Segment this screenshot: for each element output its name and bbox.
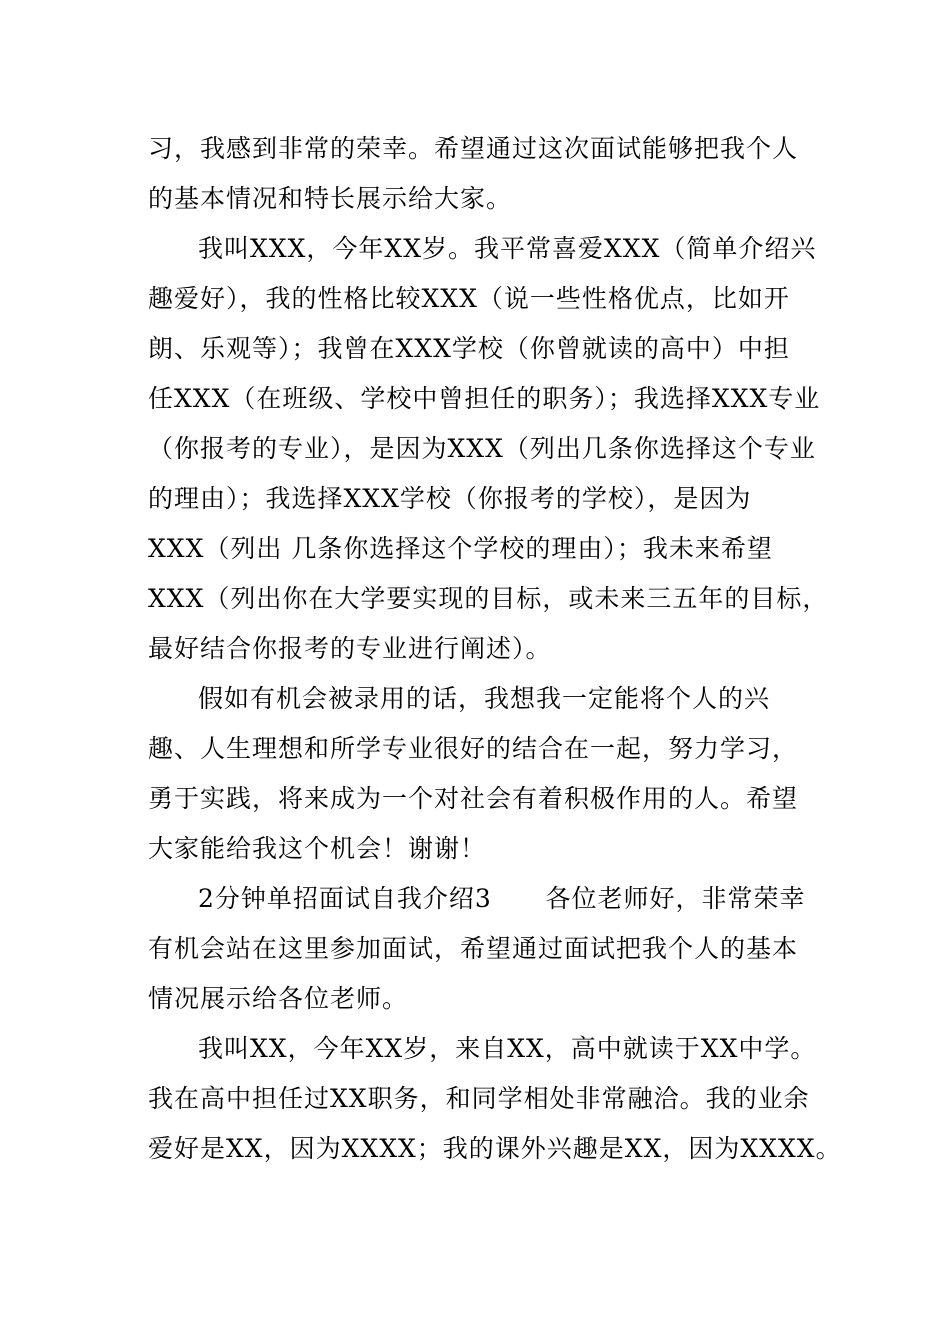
- text-line: （你报考的专业），是因为XXX（列出几条你选择这个专业: [148, 434, 816, 463]
- text-line: 情况展示给各位老师。: [148, 984, 409, 1013]
- paragraph-first-line: 我叫XXX，今年XX岁。我平常喜爱XXX（简单介绍兴: [198, 234, 817, 263]
- text-line: XXX（列出你在大学要实现的目标，或未来三五年的目标，: [148, 584, 829, 613]
- text-line: 我在高中担任过XX职务，和同学相处非常融洽。我的业余: [148, 1084, 810, 1113]
- text-line: XXX（列出 几条你选择这个学校的理由）；我未来希望: [148, 534, 773, 563]
- paragraph-first-line: 假如有机会被录用的话，我想我一定能将个人的兴: [198, 684, 771, 713]
- text-line: 的基本情况和特长展示给大家。: [148, 184, 513, 213]
- text-line: 习，我感到非常的荣幸。希望通过这次面试能够把我个人: [148, 134, 799, 163]
- text-line: 有机会站在这里参加面试，希望通过面试把我个人的基本: [148, 934, 799, 963]
- text-line: 趣、人生理想和所学专业很好的结合在一起，努力学习，: [148, 734, 799, 763]
- text-line: 勇于实践，将来成为一个对社会有着积极作用的人。希望: [148, 784, 799, 813]
- text-line: 任XXX（在班级、学校中曾担任的职务）；我选择XXX专业: [148, 384, 821, 413]
- text-line: 的理由）；我选择XXX学校（你报考的学校），是因为: [148, 484, 752, 513]
- paragraph-first-line: 2分钟单招面试自我介绍3 各位老师好，非常荣幸: [198, 884, 806, 913]
- text-line: 最好结合你报考的专业进行阐述）。: [148, 634, 552, 663]
- text-line: 趣爱好），我的性格比较XXX（说一些性格优点，比如开: [148, 284, 790, 313]
- paragraph-first-line: 我叫XX，今年XX岁，来自XX，高中就读于XX中学。: [198, 1034, 817, 1063]
- text-line: 爱好是XX，因为XXXX；我的课外兴趣是XX，因为XXXX。: [148, 1134, 842, 1163]
- text-line: 朗、乐观等）；我曾在XXX学校（你曾就读的高中）中担: [148, 334, 790, 363]
- text-line: 大家能给我这个机会！谢谢！: [148, 834, 487, 863]
